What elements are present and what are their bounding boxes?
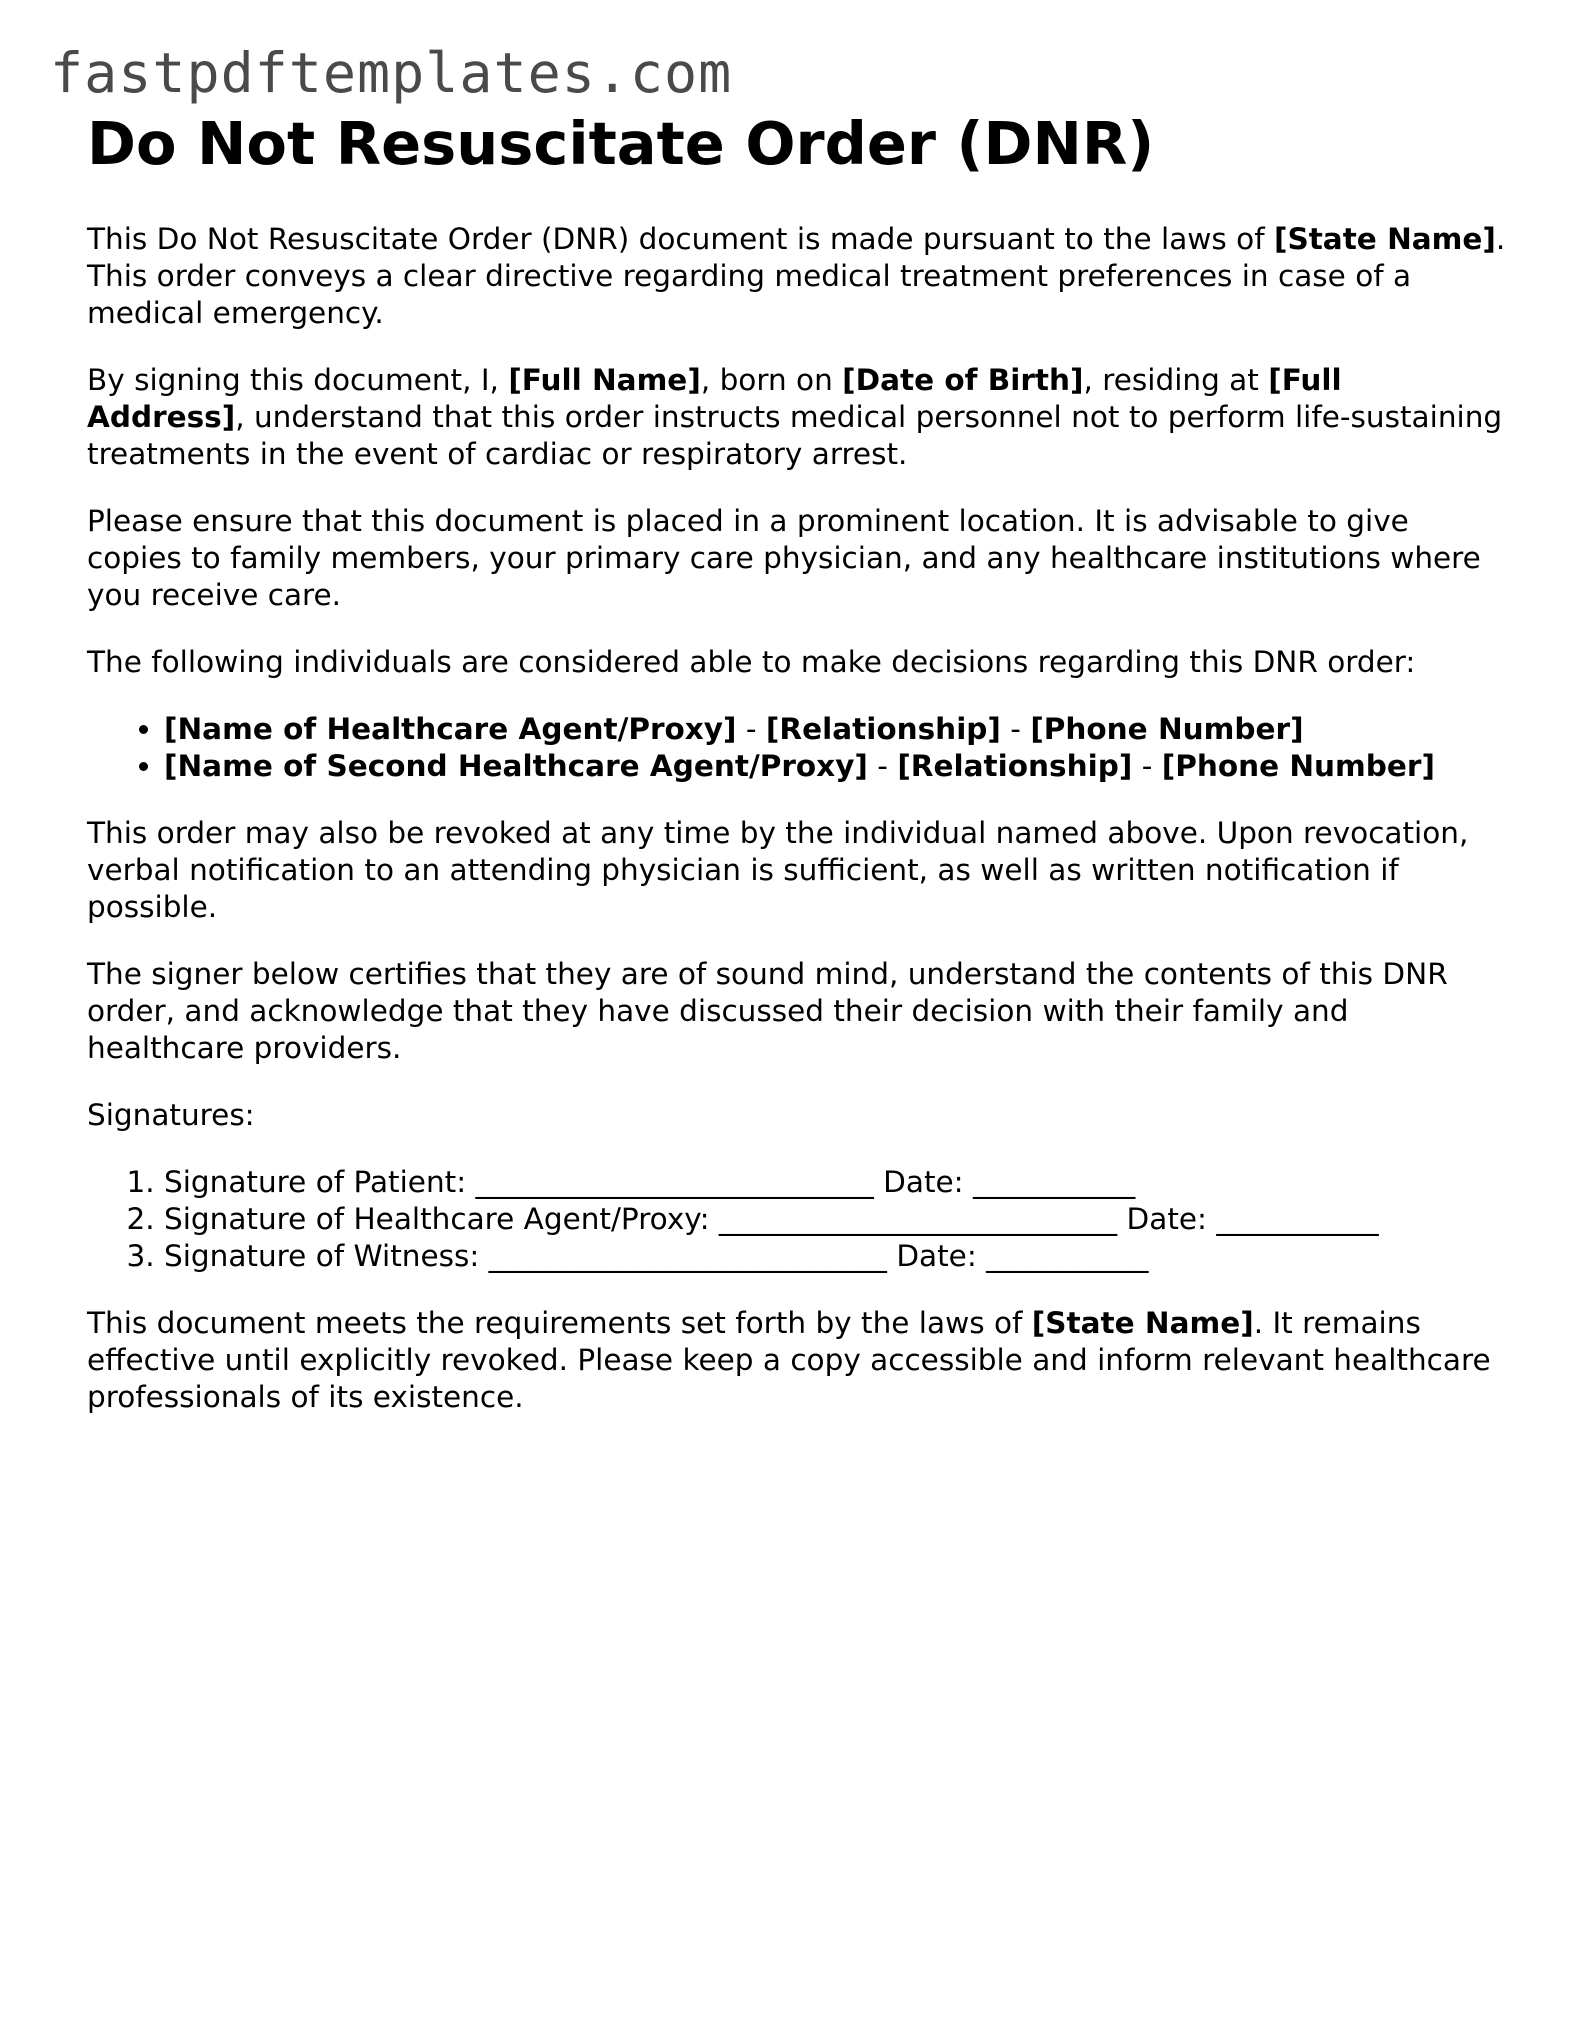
full-name-placeholder: [Full Name] xyxy=(508,362,701,397)
full-address-placeholder: [Full Address] xyxy=(87,362,1342,434)
agent-relationship: [Relationship] xyxy=(765,711,1001,746)
declaration-text-residing: , residing at xyxy=(1083,362,1269,397)
agent-list-item xyxy=(164,711,1507,748)
closing-paragraph xyxy=(87,1305,1507,1416)
agent-list xyxy=(87,711,1507,785)
agent-relationship: [Relationship] xyxy=(897,748,1133,783)
signature-line-witness[interactable]: 3. Signature of Witness: ___________________________ Date: ___________ xyxy=(164,1238,1507,1275)
agent-phone: [Phone Number] xyxy=(1161,748,1435,783)
separator: - xyxy=(736,711,766,746)
signature-list xyxy=(87,1164,1507,1275)
separator: - xyxy=(1000,711,1031,746)
placement-paragraph: Please ensure that this document is placed in a prominent location. It is advisable to give copies to family members, your primary care physician, and any healthcare institutions where you receive care. xyxy=(87,503,1481,612)
declaration-text: By signing this document, I, xyxy=(87,362,509,397)
watermark: fastpdftemplates.com xyxy=(50,41,733,105)
separator: - xyxy=(867,748,898,783)
separator: - xyxy=(1132,748,1162,783)
revocation-paragraph: This order may also be revoked at any time by the individual named above. Upon revocation, verbal notification to an attending physician is sufficient, as well as written notification if possible. xyxy=(87,815,1469,924)
intro-text: This Do Not Resuscitate Order (DNR) document is made pursuant to the laws of xyxy=(87,221,1274,256)
state-name-placeholder: [State Name] xyxy=(1273,221,1496,256)
declaration-text-end: , understand that this order instructs medical personnel not to perform life-sustaining treatments in the event of cardiac or respiratory arrest. xyxy=(87,399,1503,471)
agent-name: [Name of Healthcare Agent/Proxy] xyxy=(164,711,737,746)
agent-name: [Name of Second Healthcare Agent/Proxy] xyxy=(164,748,868,783)
decision-makers-paragraph: The following individuals are considered able to make decisions regarding this DNR order: xyxy=(87,644,1416,679)
date-of-birth-placeholder: [Date of Birth] xyxy=(842,362,1084,397)
document-body xyxy=(87,109,1507,1446)
closing-text-end: . It remains effective until explicitly revoked. Please keep a copy accessible and inform relevant healthcare professionals of its existence. xyxy=(87,1305,1491,1414)
declaration-text-born: , born on xyxy=(700,362,843,397)
certification-paragraph: The signer below certifies that they are of sound mind, understand the contents of this DNR order, and acknowledge that they have discussed their decision with their family and healthcare providers. xyxy=(87,956,1448,1065)
closing-text: This document meets the requirements set forth by the laws of xyxy=(87,1305,1032,1340)
state-name-placeholder: [State Name] xyxy=(1031,1305,1254,1340)
signature-line-agent[interactable]: 2. Signature of Healthcare Agent/Proxy: ___________________________ Date: ___________ xyxy=(164,1201,1507,1238)
agent-list-item xyxy=(164,748,1507,785)
document-title: Do Not Resuscitate Order (DNR) xyxy=(87,109,1155,178)
intro-paragraph xyxy=(87,221,1507,332)
intro-text-end: . This order conveys a clear directive regarding medical treatment preferences in case of a medical emergency. xyxy=(87,221,1506,330)
signatures-heading: Signatures: xyxy=(87,1097,255,1132)
agent-phone: [Phone Number] xyxy=(1030,711,1304,746)
signature-line-patient[interactable]: 1. Signature of Patient: ___________________________ Date: ___________ xyxy=(164,1164,1507,1201)
declaration-paragraph xyxy=(87,362,1507,473)
